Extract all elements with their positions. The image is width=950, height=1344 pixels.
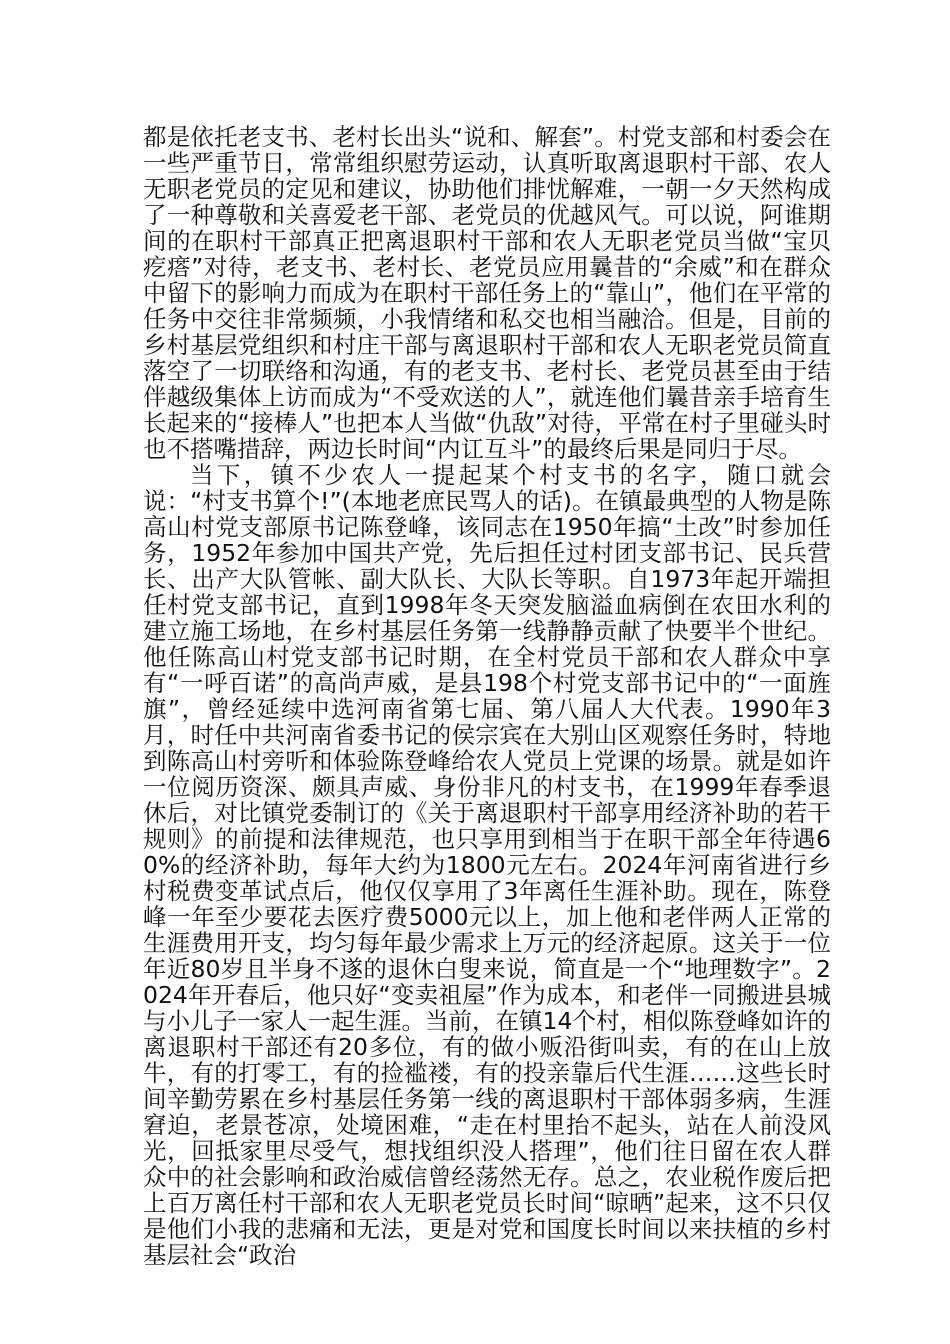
paragraph-2: 当下，镇不少农人一提起某个村支书的名字，随口就会说：“村支书算个!”(本地老庶民骂人的话)。在镇最典型的人物是陈高山村党支部原书记陈登峰，该同志在1950年搞“土改”时参加任务，1952年参加中国共产党，先后担任过村团支部书记、民兵营长、出产大队管帐、副大队长、大队长等职。自1973年起开端担任村党支部书记，直到1998年冬天突发脑溢血病倒在农田水利的建立施工场地，在乡村基层任务第一线静静贡献了快要半个世纪。他任陈高山村党支部书记时期，在全村党员干部和农人群众中享有“一呼百诺”的高尚声威，是县198个村党支部书记中的“一面旌旗”，曾经延续中选河南省第七届、第八届人大代表。1990年3月，时任中共河南省委书记的侯宗宾在大别山区观察任务时，特地到陈高山村旁听和体验陈登峰给农人党员上党课的场景。就是如许一位阅历资深、颇具声威、身份非凡的村支书，在1999年春季退休后，对比镇党委制订的《关于离退职村干部享用经济补助的若干规则》的前提和法律规范，也只享用到相当于在职干部全年待遇60%的经济补助，每年大约为1800元左右。2024年河南省进行乡村税费变革试点后，他仅仅享用了3年离任生涯补助。现在，陈登峰一年至少要花去医疗费5000元以上，加上他和老伴两人正常的生涯费用开支，均匀每年最少需求上万元的经济起原。这关于一位年近80岁且半身不遂的退休白叟来说，简直是一个“地理数字”。2024年开春后，他只好“变卖祖屋”作为成本，和老伴一同搬进县城与小儿子一家人一起生涯。当前，在镇14个村，相似陈登峰如许的离退职村干部还有20多位，有的做小贩沿街叫卖，有的在山上放牛，有的打零工，有的捡褴褛，有的投亲靠后代生涯……这些长时间辛勤劳累在乡村基层任务第一线的离退职村干部体弱多病，生涯窘迫，老景苍凉，处境困难，“走在村里抬不起头，站在人前没风光，回抵家里尽受气，想找组织没人搭理”，他们往日留在农人群众中的社会影响和政治威信曾经荡然无存。总之，农业税作废后把上百万离任村干部和农人无职老党员长时间“晾晒”起来，这不只仅是他们小我的悲痛和无法，更是对党和国度长时间以来扶植的乡村基层社会“政治 xyxy=(143,461,831,1269)
body-text xyxy=(143,124,831,1268)
paragraph-1: 都是依托老支书、老村长出头“说和、解套”。村党支部和村委会在一些严重节日，常常组织慰劳运动，认真听取离退职村干部、农人无职老党员的定见和建议，协助他们排忧解难，一朝一夕天然构成了一种尊敬和关喜爱老干部、老党员的优越风气。可以说，阿谁期间的在职村干部真正把离退职村干部和农人无职老党员当做“宝贝疙瘩”对待，老支书、老村长、老党员应用曩昔的“余威”和在群众中留下的影响力而成为在职村干部任务上的“靠山”，他们在平常的任务中交往非常频频，小我情绪和私交也相当融洽。但是，目前的乡村基层党组织和村庄干部与离退职村干部和农人无职老党员简直落空了一切联络和沟通，有的老支书、老村长、老党员甚至由于结伴越级集体上访而成为“不受欢送的人”，就连他们曩昔亲手培育生长起来的“接棒人”也把本人当做“仇敌”对待，平常在村子里碰头时也不搭嘴措辞，两边长时间“内讧互斗”的最终后果是同归于尽。 xyxy=(143,123,831,463)
